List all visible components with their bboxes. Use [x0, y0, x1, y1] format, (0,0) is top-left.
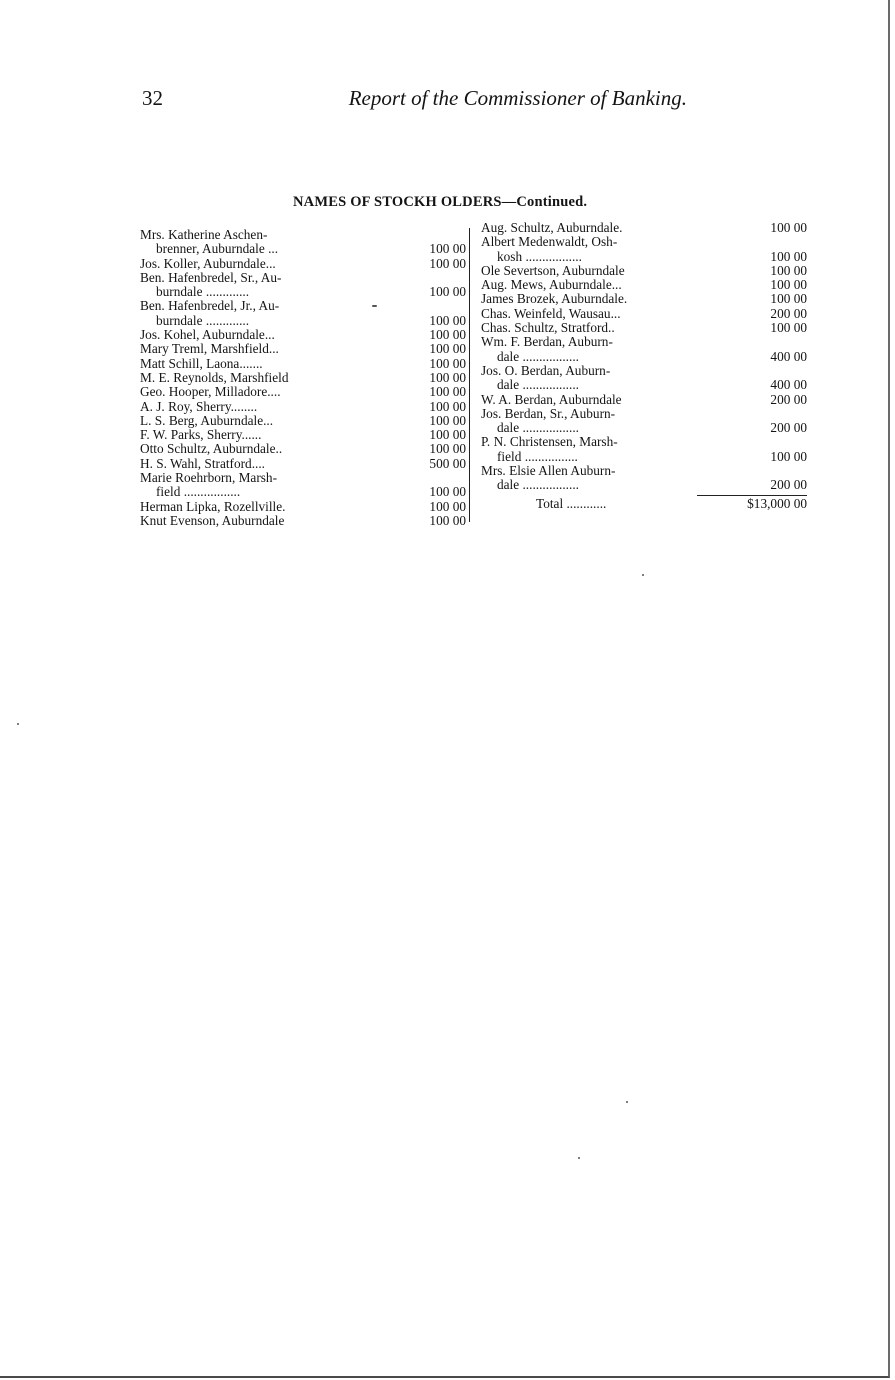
share-amount: 100 00 — [429, 412, 466, 428]
share-amount: 100 00 — [429, 441, 466, 457]
stockholder-name-line: James Brozek, Auburndale. — [481, 292, 628, 307]
share-amount: 100 00 — [429, 327, 466, 343]
stockholder-name-line: kosh ................. — [497, 249, 582, 264]
stockholder-name-line: Otto Schultz, Auburndale.. — [140, 442, 283, 457]
stockholder-entry — [140, 471, 470, 500]
stockholder-name-line: Albert Medenwaldt, Osh- — [481, 235, 618, 250]
stockholder-name-line: Geo. Hooper, Milladore.... — [140, 385, 281, 400]
stockholder-entry — [140, 328, 470, 342]
share-amount: 100 00 — [770, 320, 807, 336]
share-amount: 100 00 — [429, 355, 466, 371]
total-row — [481, 497, 809, 511]
stockholder-entry — [140, 442, 470, 456]
stockholder-name-line: field ................ — [497, 449, 578, 464]
stockholders-left-column — [140, 228, 470, 528]
share-amount: 100 00 — [429, 384, 466, 400]
stockholder-entry — [481, 407, 809, 436]
share-amount: 100 00 — [770, 291, 807, 307]
stockholder-name — [140, 500, 384, 514]
stockholder-name-line: Jos. O. Berdan, Auburn- — [481, 363, 611, 378]
stockholder-name-line: F. W. Parks, Sherry...... — [140, 428, 262, 443]
share-amount: 100 00 — [429, 369, 466, 385]
stockholder-name — [481, 264, 697, 278]
stockholder-entry — [481, 264, 809, 278]
share-amount: 100 00 — [429, 255, 466, 271]
stockholder-name — [481, 307, 697, 321]
stockholder-name-line: Aug. Mews, Auburndale... — [481, 278, 622, 293]
stockholder-name-line: Mrs. Elsie Allen Auburn- — [481, 464, 616, 479]
stockholder-name-line: dale ................. — [497, 349, 579, 364]
stockholder-name — [140, 514, 384, 528]
share-amount: 100 00 — [429, 427, 466, 443]
stockholder-entry — [481, 235, 809, 264]
stockholder-entry — [481, 321, 809, 335]
share-amount: 500 00 — [429, 455, 466, 471]
stockholder-name — [481, 221, 697, 235]
stockholder-name-line: Ben. Hafenbredel, Sr., Au- — [140, 270, 282, 285]
stockholder-name — [481, 393, 697, 407]
stockholder-name — [481, 407, 697, 436]
stockholder-entry — [481, 278, 809, 292]
stockholder-name-line: A. J. Roy, Sherry........ — [140, 399, 258, 414]
stockholder-name — [481, 364, 697, 393]
stockholder-name-line: brenner, Auburndale ... — [156, 242, 279, 257]
stockholder-name — [140, 371, 384, 385]
stockholder-entry — [140, 457, 470, 471]
stockholder-name-line: Chas. Schultz, Stratford.. — [481, 321, 615, 336]
stockholder-entry — [140, 228, 470, 257]
share-amount: 100 00 — [429, 498, 466, 514]
stockholder-name-line: burndale ............. — [156, 313, 250, 328]
stockholders-right-column — [481, 221, 809, 511]
stockholder-name-line: Matt Schill, Laona....... — [140, 356, 263, 371]
share-amount: 100 00 — [770, 262, 807, 278]
stockholder-name — [140, 471, 384, 500]
print-speck — [372, 305, 377, 307]
print-speck — [642, 574, 644, 576]
total-rule — [697, 495, 807, 496]
stockholder-name-line: Chas. Weinfeld, Wausau... — [481, 306, 621, 321]
stockholder-name — [140, 414, 384, 428]
stockholder-name — [481, 278, 697, 292]
stockholder-name — [140, 228, 384, 257]
stockholder-entry — [481, 364, 809, 393]
stockholder-name-line: Wm. F. Berdan, Auburn- — [481, 335, 613, 350]
total-label: Total ............ — [536, 496, 607, 511]
stockholder-name — [140, 442, 384, 456]
stockholder-name — [140, 257, 384, 271]
stockholder-entry — [481, 292, 809, 306]
share-amount: 400 00 — [770, 377, 807, 393]
stockholder-name-line: Herman Lipka, Rozellville. — [140, 499, 286, 514]
share-amount: 100 00 — [429, 398, 466, 414]
stockholder-name — [481, 435, 697, 464]
stockholder-name — [140, 328, 384, 342]
stockholder-name-line: Ole Severtson, Auburndale — [481, 263, 625, 278]
running-title: Report of the Commissioner of Banking. — [348, 86, 687, 110]
share-amount: 200 00 — [770, 305, 807, 321]
share-amount: 100 00 — [770, 248, 807, 264]
stockholder-entry — [481, 335, 809, 364]
stockholder-name-line: burndale ............. — [156, 285, 250, 300]
stockholder-name — [481, 235, 697, 264]
stockholder-name-line: M. E. Reynolds, Marshfield — [140, 370, 289, 385]
page-number: 32 — [142, 86, 163, 110]
share-amount: 200 00 — [770, 391, 807, 407]
stockholder-name — [140, 428, 384, 442]
stockholder-name-line: dale ................. — [497, 421, 579, 436]
stockholder-entry — [140, 271, 470, 300]
stockholder-entry — [140, 514, 470, 528]
stockholder-name — [481, 335, 697, 364]
page-header — [142, 86, 687, 116]
share-amount: 200 00 — [770, 420, 807, 436]
stockholder-name-line: Marie Roehrborn, Marsh- — [140, 471, 277, 486]
stockholder-entry — [481, 307, 809, 321]
stockholder-entry — [481, 221, 809, 235]
stockholder-name-line: H. S. Wahl, Stratford.... — [140, 456, 265, 471]
stockholder-name-line: Jos. Koller, Auburndale... — [140, 256, 276, 271]
share-amount: 100 00 — [770, 277, 807, 293]
share-amount: 100 00 — [429, 484, 466, 500]
share-amount: 100 00 — [770, 220, 807, 235]
stockholder-name — [140, 457, 384, 471]
stockholder-name — [140, 357, 384, 371]
share-amount: 100 00 — [429, 341, 466, 357]
stockholder-name-line: P. N. Christensen, Marsh- — [481, 435, 618, 450]
share-amount: 100 00 — [429, 284, 466, 300]
stockholder-name — [481, 464, 697, 493]
stockholder-name — [140, 271, 384, 300]
stockholder-entry — [481, 435, 809, 464]
stockholder-entry — [140, 500, 470, 514]
stockholder-name-line: Ben. Hafenbredel, Jr., Au- — [140, 299, 280, 314]
stockholder-entry — [140, 385, 470, 399]
stockholder-name-line: dale ................. — [497, 478, 579, 493]
stockholder-name — [140, 299, 384, 328]
total-amount: $13,000 00 — [747, 495, 807, 511]
stockholder-name-line: dale ................. — [497, 378, 579, 393]
stockholder-entry — [481, 464, 809, 493]
stockholder-entry — [140, 428, 470, 442]
stockholder-name-line: Jos. Kohel, Auburndale... — [140, 328, 275, 343]
stockholder-entry — [140, 257, 470, 271]
stockholder-entry — [140, 371, 470, 385]
stockholder-name-line: Aug. Schultz, Auburndale. — [481, 221, 623, 235]
column-divider — [469, 228, 470, 522]
section-heading: NAMES OF STOCKH OLDERS—Continued. — [293, 194, 588, 210]
stockholder-name — [140, 342, 384, 356]
stockholder-name-line: Mrs. Katherine Aschen- — [140, 228, 268, 242]
stockholder-entry — [481, 393, 809, 407]
stockholder-name — [481, 321, 697, 335]
stockholder-name-line: Knut Evenson, Auburndale — [140, 513, 285, 528]
stockholder-entry — [140, 400, 470, 414]
share-amount: 400 00 — [770, 348, 807, 364]
stockholder-entry — [140, 342, 470, 356]
stockholder-name-line: Mary Treml, Marshfield... — [140, 342, 279, 357]
share-amount: 100 00 — [429, 512, 466, 528]
total-label-cell — [481, 497, 697, 511]
stockholder-name-line: Jos. Berdan, Sr., Auburn- — [481, 406, 616, 421]
print-speck — [578, 1157, 580, 1159]
stockholder-entry — [140, 357, 470, 371]
stockholder-name — [140, 385, 384, 399]
stockholder-name — [481, 292, 697, 306]
share-amount: 100 00 — [429, 241, 466, 257]
print-speck — [626, 1101, 628, 1103]
share-amount: 100 00 — [429, 312, 466, 328]
share-amount: 100 00 — [770, 448, 807, 464]
share-amount: 200 00 — [770, 477, 807, 493]
print-speck — [17, 723, 19, 725]
stockholder-name-line: field ................. — [156, 485, 241, 500]
stockholder-name-line: W. A. Berdan, Auburndale — [481, 392, 622, 407]
stockholder-entry — [140, 414, 470, 428]
stockholder-name — [140, 400, 384, 414]
stockholder-entry — [140, 299, 470, 328]
stockholder-name-line: L. S. Berg, Auburndale... — [140, 413, 274, 428]
